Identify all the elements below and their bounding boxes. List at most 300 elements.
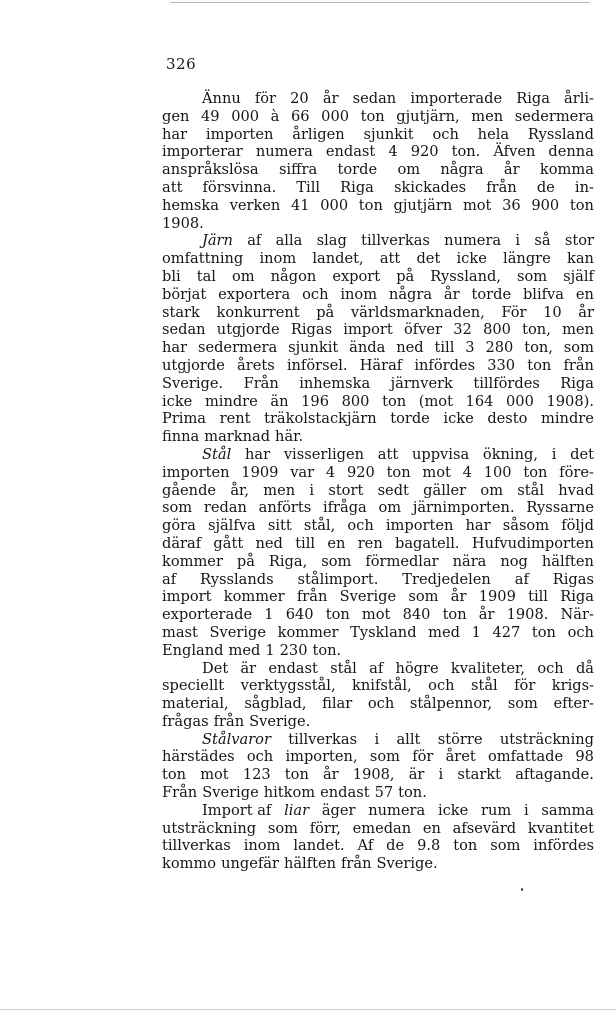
word: uppvisa bbox=[411, 445, 470, 463]
word: importen bbox=[162, 463, 230, 481]
word: och bbox=[428, 677, 455, 695]
word: rum bbox=[481, 801, 512, 819]
word: 1 bbox=[264, 606, 274, 624]
word: inom bbox=[340, 285, 378, 303]
word: för bbox=[412, 748, 434, 766]
word: endast bbox=[320, 784, 370, 802]
word: införsel. bbox=[286, 356, 348, 374]
text-line bbox=[162, 748, 594, 766]
word: England bbox=[162, 641, 224, 659]
word: som bbox=[507, 695, 538, 713]
word: hela bbox=[477, 125, 510, 143]
word: sedan bbox=[162, 321, 206, 339]
word: hvad bbox=[558, 481, 594, 499]
word: endast bbox=[268, 659, 318, 677]
word: börjat bbox=[162, 285, 207, 303]
text-line bbox=[162, 446, 594, 464]
word: omfattning bbox=[162, 250, 244, 268]
word: Riga bbox=[340, 178, 374, 196]
word: och bbox=[246, 748, 274, 766]
word: i bbox=[374, 730, 380, 748]
word: sjunkit bbox=[363, 125, 414, 143]
word: Sverige. bbox=[162, 374, 224, 392]
word: 000 bbox=[231, 107, 260, 125]
text-line bbox=[162, 464, 594, 482]
word: till bbox=[295, 534, 316, 552]
word: mindre bbox=[541, 410, 594, 428]
word: årli- bbox=[564, 90, 594, 107]
word: kan bbox=[566, 250, 594, 268]
word: stark bbox=[162, 303, 200, 321]
word: ned bbox=[396, 339, 424, 357]
body-text bbox=[162, 90, 594, 873]
word: exportera bbox=[218, 285, 291, 303]
word: 57 bbox=[374, 784, 394, 802]
word: 3 bbox=[465, 339, 475, 357]
word: ton bbox=[382, 392, 407, 410]
word: 1908. bbox=[162, 214, 204, 232]
word: sedermera bbox=[197, 339, 278, 357]
word: stålimport. bbox=[297, 570, 379, 588]
word: Sverige. bbox=[376, 855, 438, 873]
word: ton, bbox=[524, 339, 553, 357]
word: att bbox=[379, 250, 401, 268]
word: ton, bbox=[522, 321, 551, 339]
word: 900 bbox=[531, 196, 560, 214]
word: komma bbox=[539, 161, 594, 179]
text-line bbox=[162, 339, 594, 357]
text-line bbox=[162, 250, 594, 268]
word: någon bbox=[270, 267, 317, 285]
word: numera bbox=[444, 232, 502, 250]
word: järnimporten. bbox=[412, 499, 515, 517]
word: kommo bbox=[162, 855, 217, 873]
text-line bbox=[162, 553, 594, 571]
word: äger bbox=[321, 801, 356, 819]
word: som bbox=[408, 588, 439, 606]
lead-italic-word: liar bbox=[284, 801, 310, 819]
word: Riga bbox=[560, 374, 594, 392]
word: men bbox=[562, 321, 594, 339]
word: i bbox=[524, 801, 529, 819]
word: Sverige bbox=[202, 784, 259, 802]
word: gen bbox=[162, 107, 190, 125]
word: 100 bbox=[483, 463, 512, 481]
word: år bbox=[478, 606, 495, 624]
text-line bbox=[162, 304, 594, 322]
word: skickades bbox=[393, 178, 467, 196]
word: förr, bbox=[309, 819, 341, 837]
word: då bbox=[575, 659, 594, 677]
word: Tyskland bbox=[350, 623, 417, 641]
word: från bbox=[563, 356, 594, 374]
word: på bbox=[396, 267, 415, 285]
word: in- bbox=[574, 178, 594, 196]
word: visserligen bbox=[283, 445, 365, 463]
word: 196 bbox=[301, 392, 329, 410]
word: på bbox=[236, 552, 255, 570]
word: tal bbox=[196, 267, 216, 285]
word: kommer bbox=[277, 623, 339, 641]
word: icke bbox=[162, 392, 193, 410]
word: 4 bbox=[325, 463, 336, 481]
word: på bbox=[316, 303, 335, 321]
word: mast bbox=[162, 623, 198, 641]
word: från bbox=[341, 855, 372, 873]
word: denna bbox=[548, 143, 594, 161]
word: importen, bbox=[285, 748, 358, 766]
word: som bbox=[563, 339, 594, 357]
word: i bbox=[309, 481, 315, 499]
word: en bbox=[422, 819, 441, 837]
word: af bbox=[162, 570, 177, 588]
word: om bbox=[480, 481, 504, 499]
word: à bbox=[270, 107, 280, 125]
word: export bbox=[332, 267, 381, 285]
word: ton. bbox=[398, 784, 427, 802]
word: bagatell. bbox=[395, 534, 460, 552]
text-line bbox=[162, 232, 594, 250]
text-line bbox=[162, 784, 594, 802]
word: årligen bbox=[292, 125, 345, 143]
word: 4 bbox=[462, 463, 472, 481]
word: torde bbox=[471, 285, 512, 303]
text-line bbox=[162, 660, 594, 678]
word: Riga, bbox=[268, 552, 308, 570]
word: 920 bbox=[410, 143, 439, 161]
word: år bbox=[503, 161, 520, 179]
word: det bbox=[570, 445, 594, 463]
word: sedan bbox=[352, 90, 397, 107]
word: alla bbox=[275, 232, 303, 250]
word: 800 bbox=[483, 321, 511, 339]
word: till bbox=[528, 588, 548, 606]
word: här. bbox=[275, 428, 304, 446]
word: allt bbox=[396, 730, 421, 748]
word: torde bbox=[390, 410, 430, 428]
word: aftagande. bbox=[515, 766, 594, 784]
word: som bbox=[490, 837, 521, 855]
text-line bbox=[162, 713, 594, 731]
word: gått bbox=[213, 534, 244, 552]
scan-speck bbox=[521, 888, 523, 891]
word: för bbox=[514, 677, 536, 695]
word: däraf bbox=[162, 534, 202, 552]
word: 280 bbox=[485, 339, 514, 357]
word: kommer bbox=[223, 588, 285, 606]
word: importerade bbox=[410, 90, 503, 107]
word: själfva bbox=[207, 517, 256, 535]
word: kvantitet bbox=[527, 819, 594, 837]
word: infördes bbox=[414, 356, 476, 374]
word: speciellt bbox=[162, 677, 225, 695]
word: år bbox=[450, 588, 467, 606]
word: och bbox=[432, 125, 459, 143]
text-line bbox=[162, 197, 594, 215]
text-line bbox=[162, 820, 594, 838]
page-number: 326 bbox=[166, 55, 197, 73]
word: bli bbox=[162, 267, 181, 285]
word: ned bbox=[255, 534, 283, 552]
word: större bbox=[437, 730, 483, 748]
text-line bbox=[162, 126, 594, 144]
word: stort bbox=[328, 481, 364, 499]
text-line bbox=[162, 606, 594, 624]
word: verken bbox=[229, 196, 281, 214]
word: redan bbox=[203, 499, 247, 517]
word: endast bbox=[325, 143, 376, 161]
word: stor bbox=[564, 232, 594, 250]
word: till bbox=[434, 339, 455, 357]
text-line bbox=[162, 535, 594, 553]
word: att bbox=[377, 445, 399, 463]
word: 20 bbox=[290, 90, 309, 107]
word: anförts bbox=[258, 499, 312, 517]
lead-word: Import af bbox=[202, 801, 272, 819]
word: 1908). bbox=[546, 392, 594, 410]
text-line bbox=[162, 410, 594, 428]
text-line bbox=[162, 161, 594, 179]
word: af bbox=[514, 570, 529, 588]
word: gjutjärn, bbox=[396, 107, 460, 125]
word: Till bbox=[296, 178, 321, 196]
word: ton bbox=[523, 463, 548, 481]
word: som bbox=[321, 552, 352, 570]
word: förmedlar bbox=[365, 552, 439, 570]
word: årets bbox=[237, 356, 275, 374]
word: inom bbox=[259, 250, 297, 268]
word: inom bbox=[243, 837, 281, 855]
word: 427 bbox=[492, 623, 521, 641]
word: Af bbox=[357, 837, 374, 855]
word: material, bbox=[162, 695, 229, 713]
word: rent bbox=[219, 410, 251, 428]
word: och bbox=[537, 659, 564, 677]
word: exporterade bbox=[162, 606, 253, 624]
word: om bbox=[397, 161, 421, 179]
word: om bbox=[378, 499, 402, 517]
text-line bbox=[162, 268, 594, 286]
word: som bbox=[267, 819, 298, 837]
word: numera bbox=[255, 143, 313, 161]
word: 32 bbox=[453, 321, 472, 339]
word: 1908. bbox=[506, 606, 549, 624]
word: landet, bbox=[312, 250, 364, 268]
word: importen bbox=[205, 125, 274, 143]
word: ifråga bbox=[322, 499, 367, 517]
word: i bbox=[438, 766, 444, 784]
word: nära bbox=[452, 552, 487, 570]
word: 330 bbox=[487, 356, 516, 374]
lead-italic-word: Stål bbox=[202, 445, 232, 463]
word: i bbox=[551, 445, 557, 463]
word: sedt bbox=[377, 481, 409, 499]
text-line bbox=[162, 855, 594, 873]
word: sedermera bbox=[514, 107, 594, 125]
word: mot bbox=[462, 196, 492, 214]
word: ton bbox=[386, 463, 411, 481]
word: är bbox=[240, 659, 257, 677]
word: 1 bbox=[265, 641, 275, 659]
word: 1 bbox=[471, 623, 481, 641]
word: ton bbox=[284, 766, 309, 784]
word: träkolstackjärn bbox=[264, 410, 377, 428]
word: nog bbox=[500, 552, 528, 570]
word: än bbox=[270, 392, 289, 410]
word: för bbox=[254, 90, 277, 107]
word: sitt bbox=[267, 517, 292, 535]
text-line bbox=[162, 375, 594, 393]
word: af bbox=[369, 659, 384, 677]
word: kvaliteter, bbox=[450, 659, 526, 677]
word: Sverige bbox=[339, 588, 397, 606]
word: omfattade bbox=[488, 748, 564, 766]
word: Från bbox=[162, 784, 198, 802]
word: en bbox=[575, 285, 594, 303]
word: hälften bbox=[541, 552, 594, 570]
word: Hufvudimporten bbox=[471, 534, 594, 552]
word: 000 bbox=[320, 196, 349, 214]
word: ton bbox=[162, 766, 187, 784]
word: ton bbox=[531, 623, 556, 641]
word: infördes bbox=[533, 837, 594, 855]
word: mot bbox=[200, 766, 229, 784]
word: afsevärd bbox=[452, 819, 517, 837]
text-line bbox=[162, 499, 594, 517]
word: 230 bbox=[279, 641, 308, 659]
word: år bbox=[443, 285, 460, 303]
word: efter- bbox=[553, 695, 594, 713]
word: från bbox=[296, 588, 328, 606]
word: knifstål, bbox=[352, 677, 412, 695]
word: tillverkas bbox=[361, 232, 430, 250]
word: 66 bbox=[290, 107, 310, 125]
word: stålpennor, bbox=[409, 695, 493, 713]
word: öfver bbox=[404, 321, 443, 339]
word: krigs- bbox=[551, 677, 594, 695]
word: numera bbox=[368, 801, 426, 819]
text-line bbox=[162, 215, 594, 233]
word: har bbox=[162, 339, 188, 357]
word: ton bbox=[358, 196, 383, 214]
text-line bbox=[162, 179, 594, 197]
word: anspråkslösa bbox=[162, 161, 259, 179]
text-line bbox=[162, 517, 594, 535]
word: utsträckning bbox=[162, 819, 257, 837]
word: några bbox=[388, 285, 433, 303]
word: import bbox=[162, 588, 212, 606]
word: torde bbox=[337, 161, 378, 179]
word: 36 bbox=[502, 196, 521, 214]
word: För bbox=[501, 303, 527, 321]
word: siffra bbox=[278, 161, 318, 179]
word: Rigas bbox=[552, 570, 594, 588]
word: filar bbox=[322, 695, 353, 713]
word: före- bbox=[559, 463, 594, 481]
text-line bbox=[162, 642, 594, 660]
word: gjutjärn bbox=[393, 196, 453, 214]
word: Ryssland, bbox=[430, 267, 501, 285]
word: 800 bbox=[341, 392, 370, 410]
text-line bbox=[162, 286, 594, 304]
word: härstädes bbox=[162, 748, 235, 766]
word: 164 bbox=[465, 392, 494, 410]
word: mot bbox=[361, 606, 391, 624]
word: det bbox=[416, 250, 441, 268]
word: 10 bbox=[543, 303, 562, 321]
text-line bbox=[162, 143, 594, 161]
word: ton bbox=[527, 356, 552, 374]
lead-italic-word: Stålvaror bbox=[202, 730, 271, 748]
scan-edge-bottom bbox=[0, 1009, 616, 1010]
word: järnverk bbox=[390, 374, 453, 392]
word: världsmarknaden, bbox=[350, 303, 485, 321]
word: importerar bbox=[162, 143, 243, 161]
word: har bbox=[162, 125, 188, 143]
word: Riga bbox=[560, 588, 594, 606]
text-line bbox=[162, 90, 594, 108]
word: Sverige bbox=[209, 623, 267, 641]
word: år bbox=[322, 766, 339, 784]
word: ton bbox=[325, 606, 350, 624]
word: från bbox=[486, 178, 517, 196]
word: ökning, bbox=[482, 445, 538, 463]
word: hemska bbox=[162, 196, 219, 214]
word: ton bbox=[360, 107, 385, 125]
word: 920 bbox=[346, 463, 375, 481]
word: konkurrent bbox=[216, 303, 300, 321]
word: göra bbox=[162, 517, 196, 535]
word: desto bbox=[487, 410, 528, 428]
word: med bbox=[228, 641, 261, 659]
word: utgjorde bbox=[162, 356, 225, 374]
text-line bbox=[162, 588, 594, 606]
word: importen bbox=[385, 517, 454, 535]
word: 49 bbox=[201, 107, 220, 125]
text-line bbox=[162, 321, 594, 339]
text-line bbox=[162, 731, 594, 749]
word: icke bbox=[456, 250, 487, 268]
lead-italic-word: Järn bbox=[202, 232, 233, 250]
word: samma bbox=[541, 801, 594, 819]
text-line bbox=[162, 428, 594, 446]
word: 41 bbox=[291, 196, 310, 214]
word: stål bbox=[330, 659, 357, 677]
word: och bbox=[567, 623, 594, 641]
word: sjunkit bbox=[288, 339, 339, 357]
word: 840 bbox=[402, 606, 431, 624]
word: ton bbox=[453, 837, 478, 855]
word: 1908, bbox=[352, 766, 395, 784]
word: Prima bbox=[162, 410, 207, 428]
word: slag bbox=[316, 232, 347, 250]
word: tillfördes bbox=[473, 374, 540, 392]
word: 98 bbox=[575, 748, 594, 766]
word: längre bbox=[503, 250, 551, 268]
word: hälften bbox=[283, 855, 337, 873]
word: och bbox=[302, 285, 329, 303]
word: Tredjedelen bbox=[402, 570, 491, 588]
word: icke bbox=[443, 410, 474, 428]
word: import bbox=[343, 321, 393, 339]
word: ton bbox=[442, 606, 467, 624]
word: stål bbox=[470, 677, 498, 695]
text-line bbox=[162, 482, 594, 500]
word: har bbox=[244, 445, 271, 463]
word: året bbox=[445, 748, 476, 766]
word: Sverige. bbox=[249, 712, 311, 730]
word: ton. bbox=[312, 641, 342, 659]
